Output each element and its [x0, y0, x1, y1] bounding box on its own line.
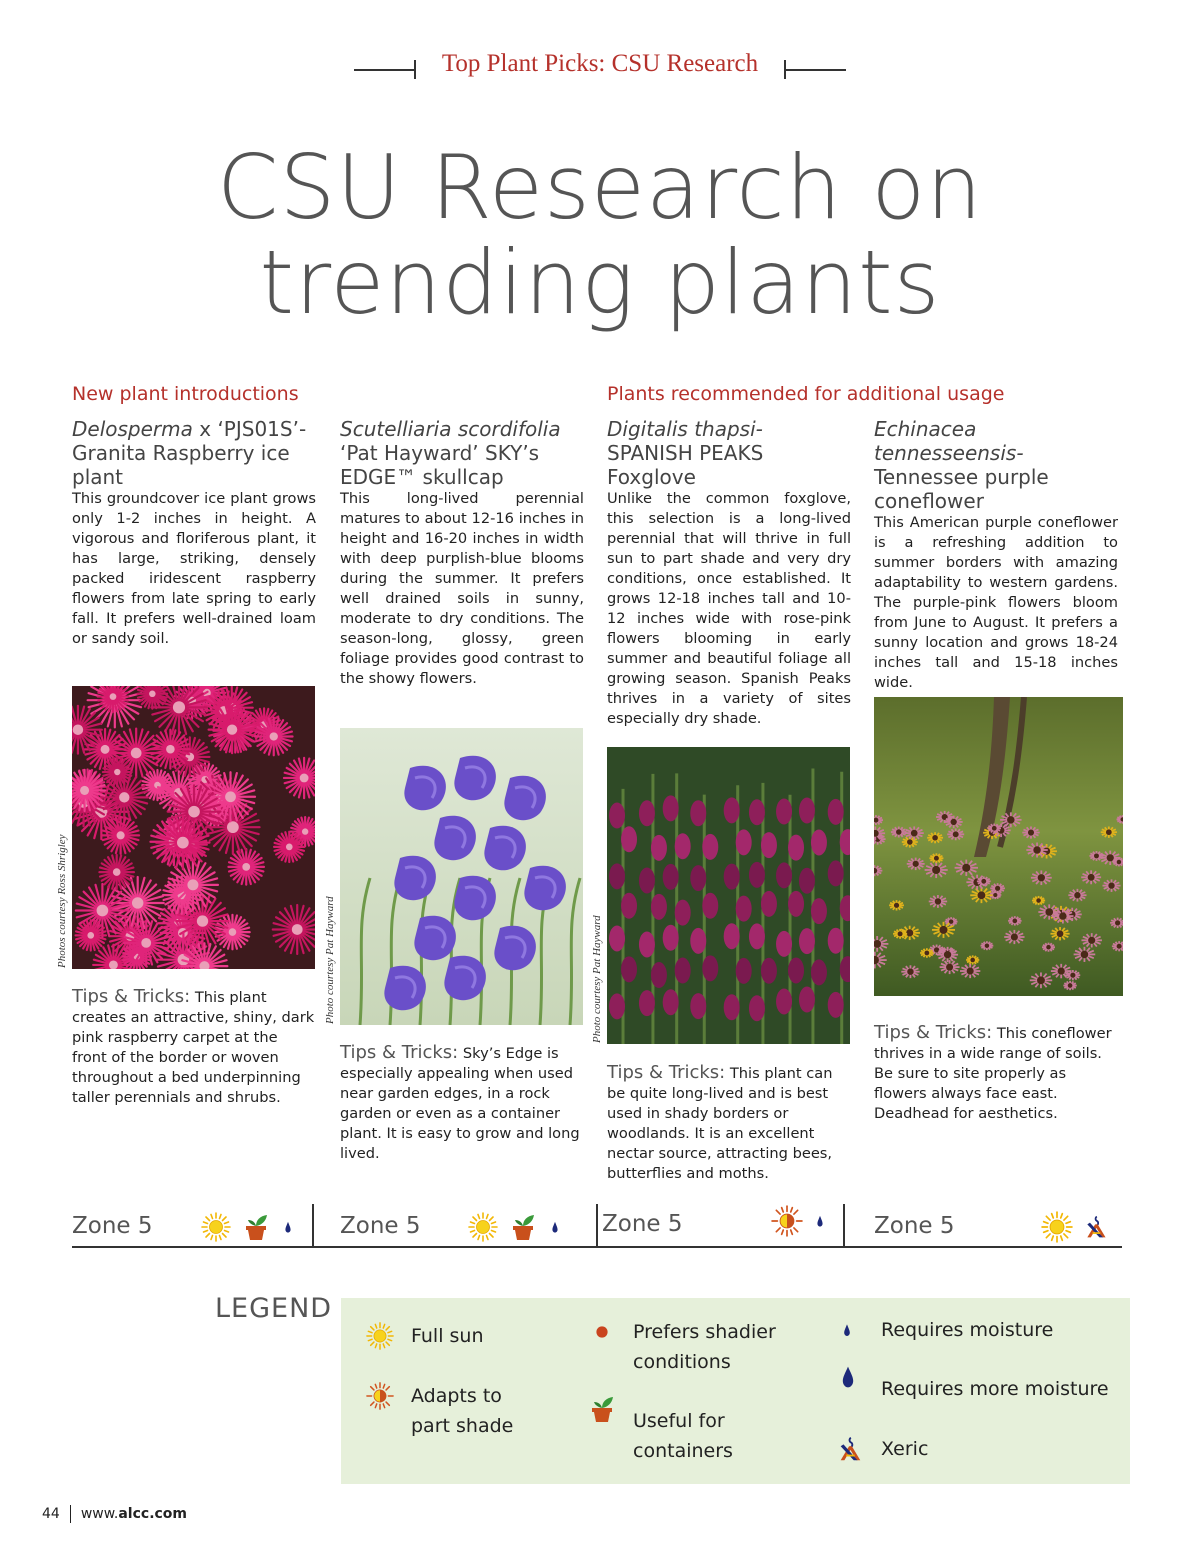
- container-icon: [508, 1212, 538, 1242]
- plant-description: This long-lived perennial matures to about 12-16 inches in height and 16-20 inches in width with deep purplish-blue blooms during the summer. It prefers well drained soils in sunny, moderate to dry conditions. The season-long, glossy, green foliage provides good contrast to the showy flowers.: [340, 490, 584, 687]
- photo-delosperma: [72, 686, 315, 969]
- legend-item-moisture: [835, 1315, 1131, 1345]
- part-shade-icon: [771, 1205, 803, 1237]
- plant-column-scutellaria: [340, 417, 584, 689]
- legend-label: Requires moisture: [881, 1319, 1054, 1341]
- container-icon: [241, 1212, 271, 1242]
- zone-divider: [596, 1204, 598, 1248]
- tips-and-tricks: [874, 1023, 1118, 1124]
- legend-item-part-shade: [365, 1381, 541, 1441]
- legend-box: [341, 1298, 1130, 1484]
- plant-name: [874, 417, 1118, 513]
- page-title-line-1: CSU Research on: [217, 136, 983, 239]
- tips-text: Sky’s Edge is especially appealing when used near garden edges, in a rock garden or even as a container plant. It is easy to grow and long lived.: [340, 1045, 580, 1162]
- zone-icons: [468, 1212, 570, 1242]
- section-new-plant-introductions: New plant introductions: [72, 383, 299, 405]
- photo-scutellaria: [340, 728, 583, 1025]
- page-footer: [42, 1505, 187, 1523]
- tips-label: Tips & Tricks:: [340, 1042, 459, 1063]
- tips-text: This plant creates an attractive, shiny, dark pink raspberry carpet at the front of the border or woven throughout a bed underpinning taller perennials and shrubs.: [72, 989, 315, 1106]
- legend-item-shade: [587, 1317, 803, 1377]
- legend-label: Adapts to part shade: [411, 1385, 514, 1437]
- legend-item-containers: [587, 1406, 783, 1466]
- photo-digitalis: [607, 747, 850, 1044]
- full-sun-icon: [1041, 1211, 1073, 1243]
- moisture-icon: [281, 1212, 303, 1242]
- plant-name-rest: ‘Pat Hayward’ SKY’s EDGE™ skullcap: [340, 441, 540, 489]
- zone-icons: [201, 1212, 303, 1242]
- photo-echinacea: [874, 697, 1123, 996]
- site-url-domain: alcc.com: [118, 1506, 188, 1522]
- legend-item-full-sun: [365, 1321, 561, 1351]
- container-icon: [587, 1394, 617, 1424]
- legend-item-more-moisture: [835, 1374, 1131, 1404]
- page-title: [0, 136, 1200, 334]
- legend-item-xeric: [835, 1434, 1031, 1464]
- plant-name-italic: Digitalis thapsi-: [607, 417, 763, 441]
- site-url-prefix: www.: [80, 1506, 119, 1522]
- plant-column-echinacea: [874, 417, 1118, 693]
- legend-label: Prefers shadier conditions: [633, 1321, 776, 1373]
- plant-name: [340, 417, 584, 489]
- site-url[interactable]: [81, 1506, 187, 1522]
- tips-and-tricks: [72, 987, 316, 1108]
- part-shade-icon: [366, 1382, 394, 1410]
- zone-divider: [312, 1204, 314, 1248]
- photo-credit: Photo courtesy Pat Hayward: [591, 915, 603, 1043]
- kicker: Top Plant Picks: CSU Research: [441, 50, 759, 77]
- plant-description: This groundcover ice plant grows only 1-2 inches in height. A vigorous and floriferous plant, it has large, striking, densely packed iridescent raspberry flowers from late spring to early fall. It prefers well-drained loam or sandy soil.: [72, 490, 316, 647]
- plant-name-italic: Echinacea tennesseensis-: [874, 417, 1024, 465]
- legend-label: Useful for containers: [633, 1410, 733, 1462]
- tips-label: Tips & Tricks:: [607, 1062, 726, 1083]
- moisture-icon: [838, 1315, 862, 1345]
- legend-label: Full sun: [411, 1325, 484, 1347]
- legend-label: Requires more moisture: [881, 1378, 1109, 1400]
- tips-and-tricks: [340, 1043, 584, 1164]
- tips-label: Tips & Tricks:: [874, 1022, 993, 1043]
- page-title-line-2: trending plants: [259, 231, 941, 334]
- xeric-icon: [1083, 1213, 1109, 1241]
- plant-description: Unlike the common foxglove, this selection is a long-lived perennial that will thrive in full sun to part shade and very dry conditions, once established. It grows 12-18 inches tall and 10-12 inches wide with rose-pink flowers blooming in early summer and beautiful foliage all growing season. Spanish Peaks thrives in a variety of sites especially dry shade.: [607, 490, 851, 727]
- zone-label: Zone 5: [874, 1213, 955, 1239]
- full-sun-icon: [201, 1212, 231, 1242]
- footer-separator: [70, 1505, 71, 1523]
- plant-name: [72, 417, 316, 489]
- moisture-icon: [548, 1212, 570, 1242]
- photo-credit: Photo courtesy Pat Hayward: [324, 896, 336, 1024]
- plant-name-rest: SPANISH PEAKS Foxglove: [607, 441, 764, 489]
- page-number: 44: [42, 1506, 60, 1522]
- tips-text: This plant can be quite long-lived and is best used in shady borders or woodlands. It is an excellent nectar source, attracting bees, butterflies and moths.: [607, 1065, 833, 1182]
- photo-credit: Photos courtesy Ross Shrigley: [56, 834, 68, 968]
- zone-label: Zone 5: [72, 1213, 153, 1239]
- zone-icons: [771, 1206, 835, 1236]
- plant-name-italic: Delosperma: [72, 417, 193, 441]
- legend-title: LEGEND: [215, 1293, 333, 1324]
- zone-icons: [1041, 1212, 1109, 1242]
- plant-name-rest: Tennessee purple coneflower: [874, 465, 1049, 513]
- section-additional-usage: Plants recommended for additional usage: [607, 383, 1005, 405]
- shade-icon: [590, 1320, 614, 1344]
- legend-label: Xeric: [881, 1438, 929, 1460]
- plant-name-rest: x ‘PJS01S’- Granita Raspberry ice plant: [72, 417, 307, 489]
- zone-label: Zone 5: [602, 1211, 683, 1237]
- tips-and-tricks: [607, 1063, 851, 1184]
- plant-column-digitalis: [607, 417, 851, 729]
- full-sun-icon: [468, 1212, 498, 1242]
- zone-divider: [843, 1204, 845, 1248]
- kicker-rule-right: [784, 69, 846, 71]
- full-sun-icon: [366, 1322, 394, 1350]
- plant-column-delosperma: [72, 417, 316, 649]
- plant-name: [607, 417, 851, 489]
- plant-name-italic: Scutelliaria scordifolia: [340, 417, 561, 441]
- tips-text: This coneflower thrives in a wide range of soils. Be sure to site properly as flowers always face east. Deadhead for aesthetics.: [874, 1025, 1112, 1122]
- more-moisture-icon: [837, 1362, 863, 1392]
- plant-description: This American purple coneflower is a refreshing addition to summer borders with amazing adaptability to western gardens. The purple-pink flowers bloom from June to August. It prefers a sunny location and grows 18-24 inches tall and 15-18 inches wide.: [874, 514, 1118, 691]
- moisture-icon: [813, 1206, 835, 1236]
- xeric-icon: [836, 1434, 864, 1464]
- zone-label: Zone 5: [340, 1213, 421, 1239]
- tips-label: Tips & Tricks:: [72, 986, 191, 1007]
